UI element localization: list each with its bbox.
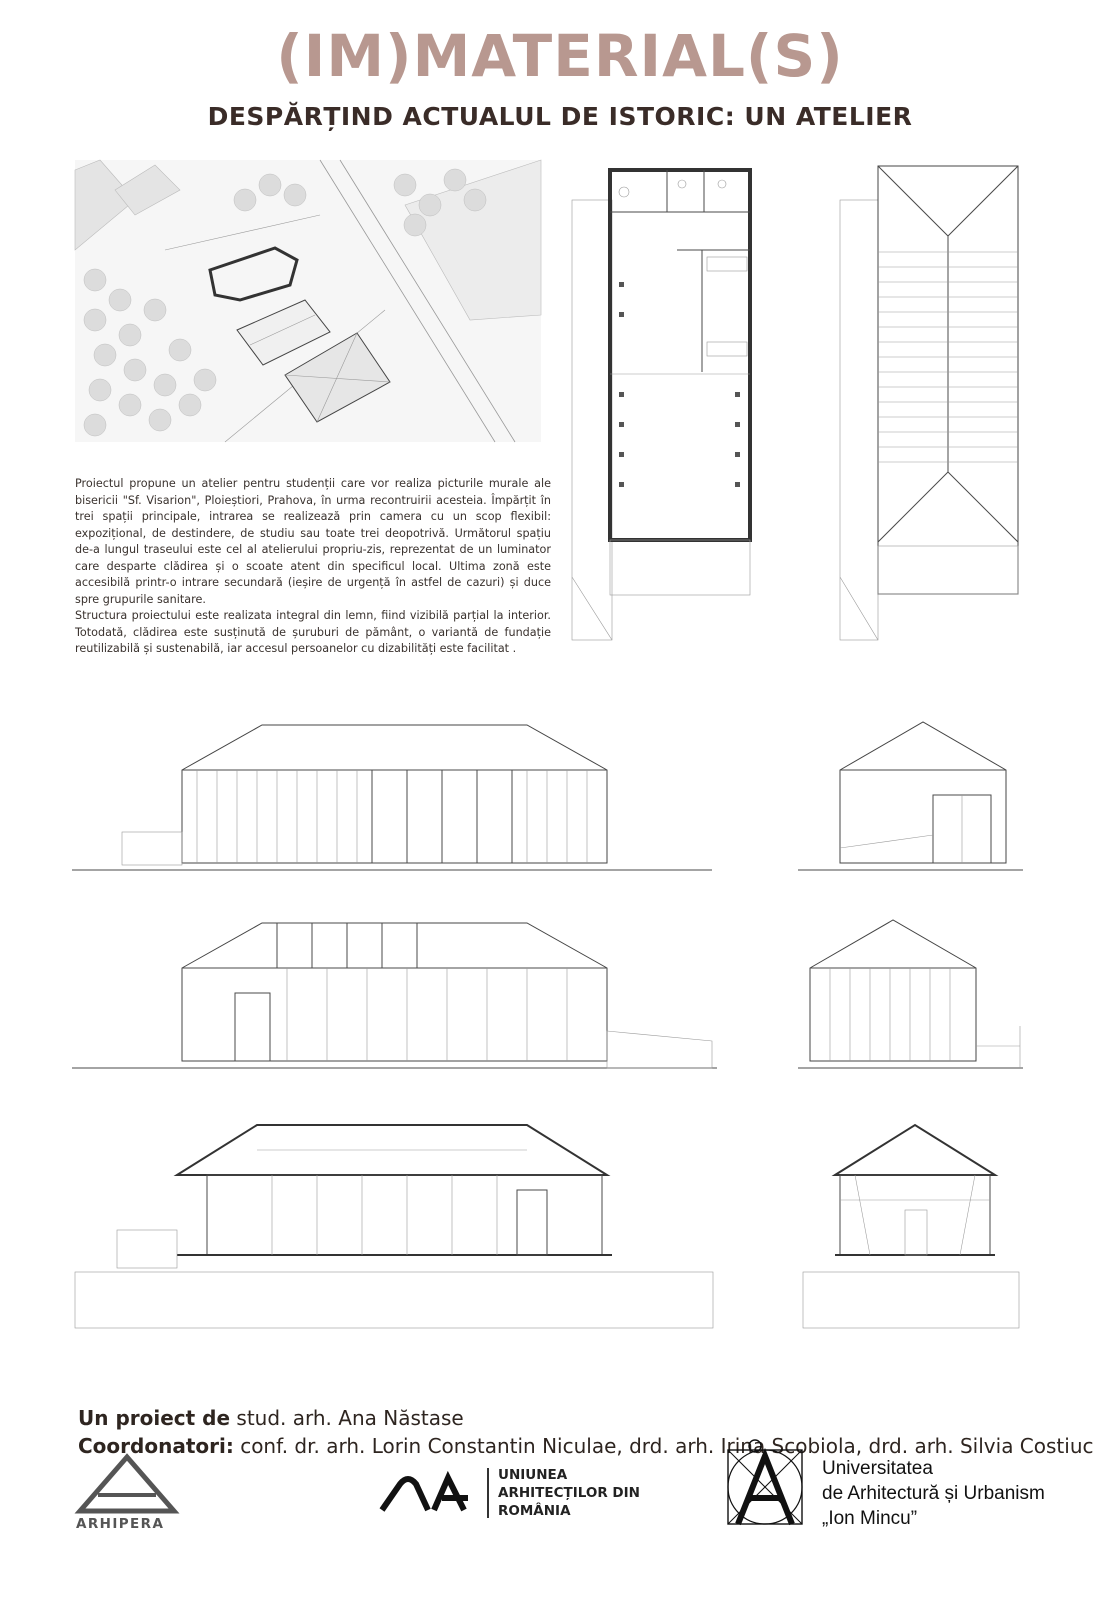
roof-plan-drawing — [840, 162, 1022, 642]
uauim-text-line-2: de Arhitectură și Urbanism — [822, 1483, 1045, 1504]
uar-logo-text — [498, 1466, 640, 1520]
author-name: stud. arh. Ana Năstase — [236, 1406, 464, 1430]
uauim-logo-icon — [718, 1438, 812, 1530]
coordinators-label: Coordonatori: — [78, 1434, 234, 1458]
uauim-text-line-3: „Ion Mincu” — [822, 1508, 918, 1529]
coordinators-names: conf. dr. arh. Lorin Constantin Niculae, drd. arh. Irina Scobiola, drd. arh. Silvia Costiuc — [240, 1434, 1094, 1458]
long-elevation-2 — [72, 918, 717, 1073]
site-plan-drawing — [75, 160, 541, 442]
uar-text-line-2: ARHITECȚILOR DIN — [498, 1485, 640, 1501]
arhipera-logo-text: ARHIPERA — [76, 1516, 165, 1532]
poster-subtitle: DESPĂRȚIND ACTUALUL DE ISTORIC: UN ATELIER — [207, 102, 913, 131]
floor-plan-drawing — [572, 162, 757, 642]
cross-section — [800, 1120, 1022, 1330]
uauim-logo-text — [822, 1456, 1045, 1531]
uar-divider — [487, 1468, 489, 1518]
poster-title: (IM)MATERIAL(S) — [276, 22, 844, 90]
long-section — [72, 1120, 717, 1330]
gable-elevation-2 — [798, 918, 1023, 1073]
project-description — [75, 476, 551, 658]
author-label: Un proiect de — [78, 1406, 231, 1430]
uar-text-line-3: ROMÂNIA — [498, 1503, 571, 1519]
arhipera-logo-icon — [78, 1455, 176, 1513]
uar-text-line-1: UNIUNEA — [498, 1467, 568, 1483]
uauim-text-line-1: Universitatea — [822, 1458, 933, 1479]
description-paragraph-2: Structura proiectului este realizata integral din lemn, fiind vizibilă parțial la interior. Totodată, clădirea este susținută de șuruburi de pământ, o variantă de fundație reutilizabilă și sustenabilă, iar accesul persoanelor cu dizabilități este facilitat . — [75, 609, 551, 655]
author-line — [78, 1404, 1094, 1432]
gable-elevation-1 — [798, 720, 1023, 875]
description-paragraph-1: Proiectul propune un atelier pentru studenții care vor realiza picturile murale ale bisericii "Sf. Visarion", Ploieștiori, Prahova, în urma recontruirii acesteia. Împărțit în trei spații principale, intrarea se realizează prin camera cu un scop flexibil: expozițional, de destindere, de studiu sau toate trei deopotrivă. Următorul spațiu de-a lungul traseului este cel al atelierului propriu-zis, reprezentat de un luminator care desparte clădirea și o scoate atent din specificul local. Ultima zonă este accesibilă printr-o intrare secundară (ieșire de urgență în astfel de cazuri) și duce spre grupurile sanitare. — [75, 477, 551, 606]
long-elevation-1 — [72, 720, 712, 875]
credits-block — [78, 1404, 1094, 1460]
uar-logo-icon — [378, 1470, 478, 1520]
